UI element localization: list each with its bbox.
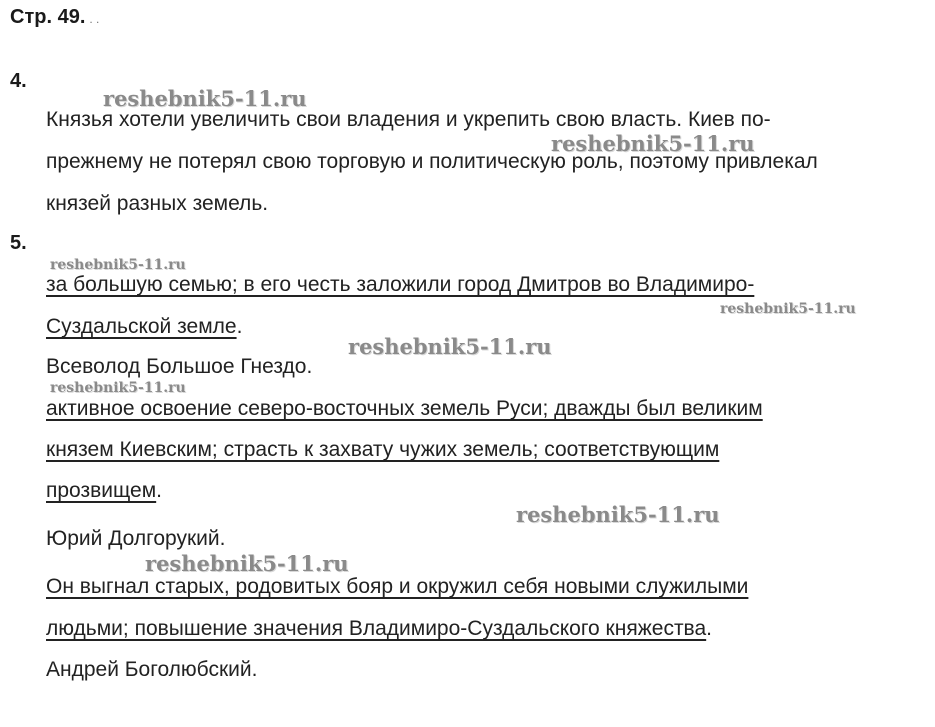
- task-4-line-2: прежнему не потерял свою торговую и политическую роль, поэтому привлекал: [46, 150, 818, 173]
- task-5-line-2-text: Суздальской земле: [46, 315, 237, 338]
- task-5-line-4-text: активное освоение северо-восточных земель Руси; дважды был великим: [46, 397, 763, 420]
- period: .: [706, 617, 713, 640]
- task-5-line-1: [46, 273, 754, 297]
- period: .: [236, 315, 243, 338]
- task-5-line-6-text: прозвищем: [46, 479, 157, 502]
- watermark: reshebnik5-11.ru: [720, 301, 856, 317]
- task-5-line-1-text: за большую семью; в его честь заложили город Дмитров во Владимиро-: [46, 273, 755, 296]
- watermark: reshebnik5-11.ru: [145, 551, 349, 576]
- task-5-answer-1: Всеволод Большое Гнездо.: [46, 355, 313, 378]
- task-5-line-4: [46, 397, 763, 421]
- watermark: reshebnik5-11.ru: [551, 131, 755, 156]
- page-heading-text: Стр. 49.: [10, 6, 86, 28]
- page-heading: [10, 6, 99, 29]
- watermark: reshebnik5-11.ru: [50, 257, 186, 273]
- task-5-line-2: [46, 315, 242, 339]
- task-5-line-8: [46, 575, 748, 599]
- task-5-line-6: [46, 479, 162, 503]
- task-5-line-5: [46, 438, 719, 462]
- task-4-line-3: князей разных земель.: [46, 192, 269, 215]
- period: .: [156, 479, 163, 502]
- watermark: reshebnik5-11.ru: [50, 380, 186, 396]
- task-4-number: 4.: [10, 70, 27, 92]
- task-5-answer-3: Андрей Боголюбский.: [46, 658, 258, 681]
- task-4-line-1: Князья хотели увеличить свои владения и укрепить свою власть. Киев по-: [46, 108, 771, 131]
- task-5-line-5-text: князем Киевским; страсть к захвату чужих земель; соответствующим: [46, 438, 720, 461]
- task-5-line-9-text: людьми; повышение значения Владимиро-Суздальского княжества: [46, 617, 707, 640]
- task-5-line-9: [46, 617, 712, 641]
- task-5-line-8-text: Он выгнал старых, родовитых бояр и окружил себя новыми служилыми: [46, 575, 749, 598]
- watermark: reshebnik5-11.ru: [103, 86, 307, 111]
- heading-dots: . .: [89, 12, 100, 26]
- task-5-number: 5.: [10, 232, 27, 254]
- task-5-answer-2: Юрий Долгорукий.: [46, 527, 226, 550]
- watermark: reshebnik5-11.ru: [516, 502, 720, 527]
- watermark: reshebnik5-11.ru: [348, 334, 552, 359]
